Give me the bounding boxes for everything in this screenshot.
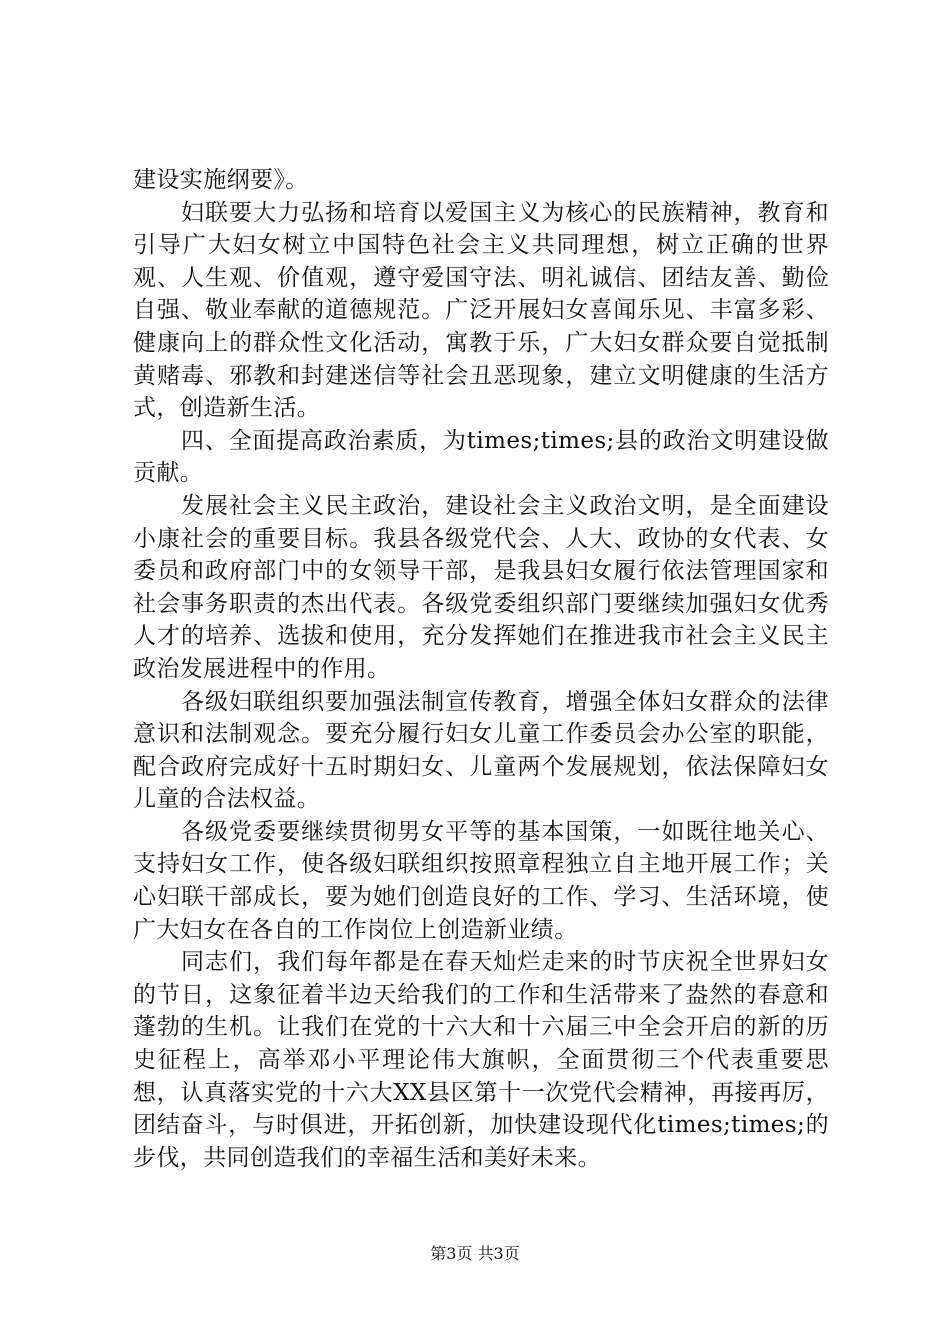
paragraph-equality: 各级党委要继续贯彻男女平等的基本国策，一如既往地关心、支持妇女工作，使各级妇联组织按照章程独立自主地开展工作；关心妇联干部成长，要为她们创造良好的工作、学习、生活环境，使广大妇女在各自的工作岗位上创造新业绩。 — [133, 818, 829, 943]
paragraph-closing: 同志们，我们每年都是在春天灿烂走来的时节庆祝全世界妇女的节日，这象征着半边天给我们的工作和生活带来了盎然的春意和蓬勃的生机。让我们在党的十六大和十六届三中全会开启的新的历史征程上，高举邓小平理论伟大旗帜，全面贯彻三个代表重要思想，认真落实党的十六大XX县区第十一次党代会精神，再接再厉，团结奋斗，与时俱进，开拓创新，加快建设现代化times;times;的步伐，共同创造我们的幸福生活和美好未来。 — [133, 949, 829, 1171]
paragraph-culture: 妇联要大力弘扬和培育以爱国主义为核心的民族精神，教育和引导广大妇女树立中国特色社会主义共同理想，树立正确的世界观、人生观、价值观，遵守爱国守法、明礼诚信、团结友善、勤俭自强、敬业奉献的道德规范。广泛开展妇女喜闻乐见、丰富多彩、健康向上的群众性文化活动，寓教于乐，广大妇女群众要自觉抵制黄赌毒、邪教和封建迷信等社会丑恶现象，建立文明健康的生活方式，创造新生活。 — [133, 199, 829, 422]
paragraph-legal-education: 各级妇联组织要加强法制宣传教育，增强全体妇女群众的法律意识和法制观念。要充分履行妇女儿童工作委员会办公室的职能，配合政府完成好十五时期妇女、儿童两个发展规划，依法保障妇女儿童的合法权益。 — [133, 688, 829, 813]
paragraph-continuation: 建设实施纲要》。 — [133, 167, 309, 193]
section-heading-politics: 四、全面提高政治素质，为times;times;县的政治文明建设做贡献。 — [133, 427, 829, 487]
page-number-footer: 第3页 共3页 — [430, 1244, 520, 1263]
document-body — [133, 164, 829, 1174]
paragraph-democracy: 发展社会主义民主政治，建设社会主义政治文明，是全面建设小康社会的重要目标。我县各级党代会、人大、政协的女代表、女委员和政府部门中的女领导干部，是我县妇女履行依法管理国家和社会事务职责的杰出代表。各级党委组织部门要继续加强妇女优秀人才的培养、选拔和使用，充分发挥她们在推进我市社会主义民主政治发展进程中的作用。 — [133, 492, 829, 682]
